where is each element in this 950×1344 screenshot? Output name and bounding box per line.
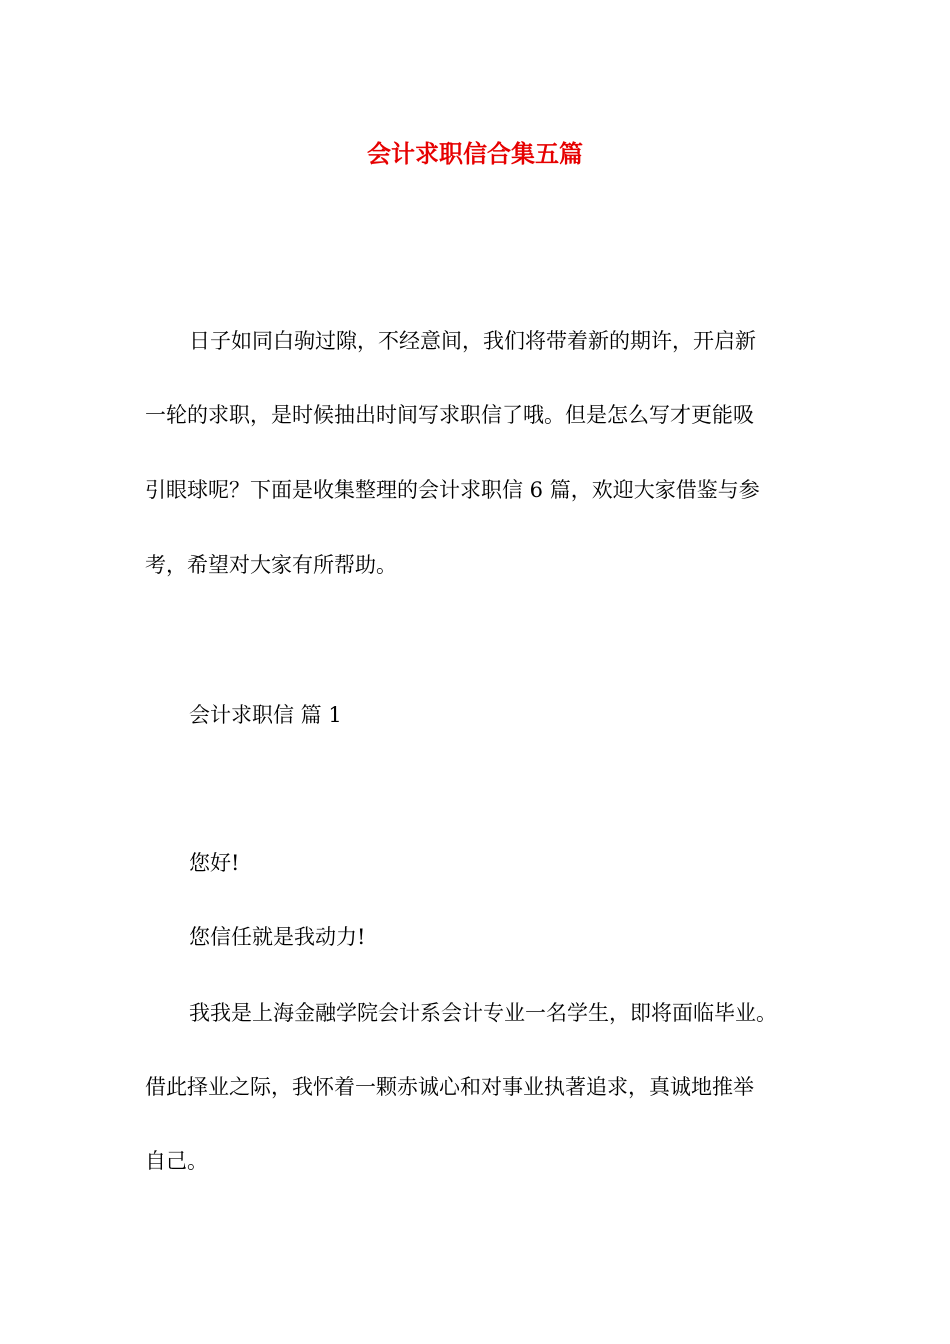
trust-line: 您信任就是我动力! (189, 925, 366, 949)
greeting: 您好! (189, 851, 240, 875)
body-line-3: 自己。 (145, 1149, 208, 1173)
intro-line-3: 引眼球呢？下面是收集整理的会计求职信 6 篇，欢迎大家借鉴与参 (145, 478, 760, 502)
intro-line-1: 日子如同白驹过隙，不经意间，我们将带着新的期许，开启新 (189, 329, 756, 353)
document-title: 会计求职信合集五篇 (367, 139, 583, 168)
intro-line-4: 考，希望对大家有所帮助。 (145, 553, 397, 577)
intro-line-2: 一轮的求职，是时候抽出时间写求职信了哦。但是怎么写才更能吸 (145, 403, 754, 427)
body-line-1: 我我是上海金融学院会计系会计专业一名学生，即将面临毕业。 (189, 1001, 777, 1025)
body-line-2: 借此择业之际，我怀着一颗赤诚心和对事业执著追求，真诚地推举 (145, 1075, 754, 1099)
section-heading: 会计求职信 篇 1 (189, 703, 342, 727)
